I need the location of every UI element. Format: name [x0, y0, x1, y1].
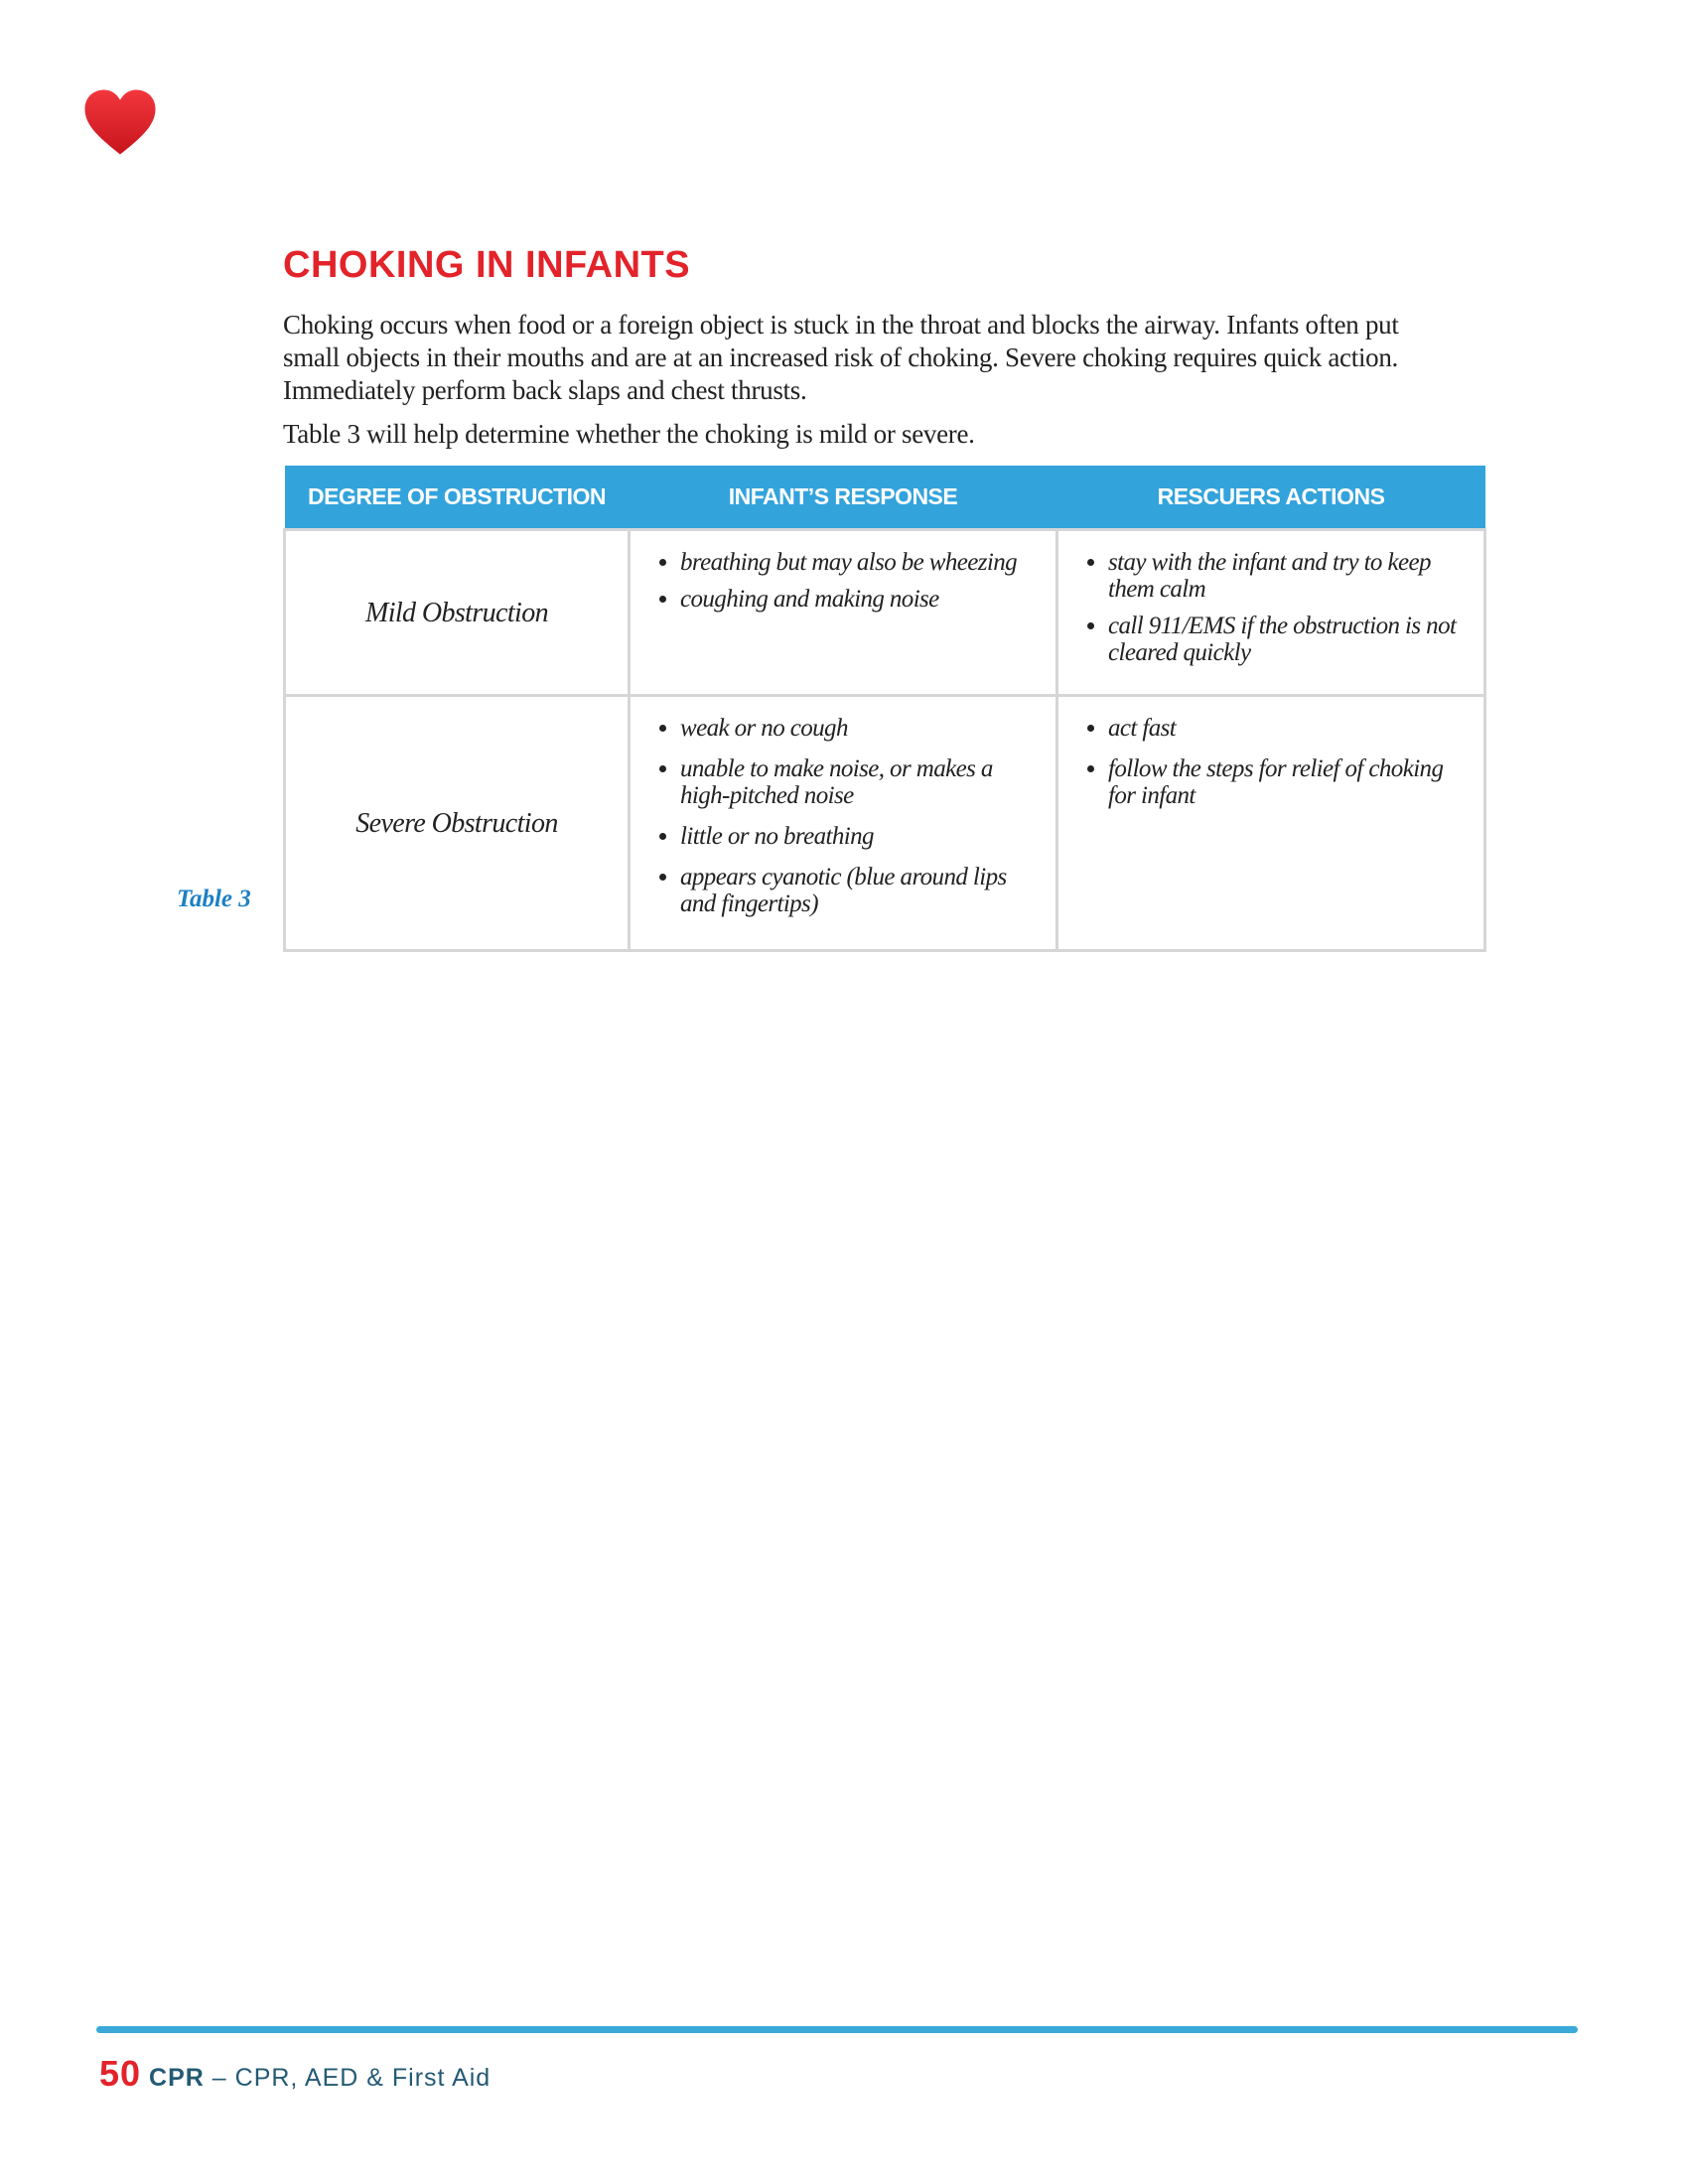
- list-item: • act fast: [1108, 715, 1474, 742]
- header-degree: DEGREE OF OBSTRUCTION: [285, 466, 630, 530]
- table-header-row: [285, 466, 1485, 530]
- intro-paragraph: Choking occurs when food or a foreign object is stuck in the throat and blocks the airway. Infants often put small objects in their mouths and are at an increased risk of choking. Severe choking requires quick action. Immediately perform back slaps and chest thrusts.: [283, 310, 1399, 405]
- header-response: INFANT’S RESPONSE: [630, 466, 1057, 530]
- list-item: • appears cyanotic (blue around lips and fingertips): [680, 864, 1046, 917]
- list-item: • weak or no cough: [680, 715, 1046, 742]
- list-item: • follow the steps for relief of choking for infant: [1108, 755, 1474, 809]
- list-item: • breathing but may also be wheezing: [680, 549, 1046, 576]
- list-item: • unable to make noise, or makes a high-pitched noise: [680, 755, 1046, 809]
- list-item: • little or no breathing: [680, 823, 1046, 850]
- heart-logo-icon: [83, 87, 157, 157]
- response-cell: [630, 530, 1057, 696]
- actions-cell: [1057, 530, 1485, 696]
- footer-divider: [96, 2026, 1578, 2033]
- actions-cell: [1057, 696, 1485, 951]
- choking-table: [283, 466, 1486, 952]
- table-caption: Table 3: [177, 886, 251, 912]
- degree-cell: Mild Obstruction: [285, 530, 630, 696]
- page-number: 50: [99, 2053, 142, 2094]
- table-reference-paragraph: Table 3 will help determine whether the choking is mild or severe.: [283, 419, 975, 449]
- footer-section: CPR: [149, 2064, 205, 2092]
- page-footer: [99, 2053, 491, 2095]
- response-cell: [630, 696, 1057, 951]
- section-title: CHOKING IN INFANTS: [283, 244, 691, 286]
- list-item: • coughing and making noise: [680, 586, 1046, 613]
- list-item: • call 911/EMS if the obstruction is not cleared quickly: [1108, 613, 1474, 666]
- footer-title: – CPR, AED & First Aid: [204, 2064, 492, 2092]
- table-row: [285, 696, 1485, 951]
- header-actions: RESCUERS ACTIONS: [1057, 466, 1485, 530]
- degree-cell: Severe Obstruction: [285, 696, 630, 951]
- list-item: • stay with the infant and try to keep them calm: [1108, 549, 1474, 603]
- table-row: [285, 530, 1485, 696]
